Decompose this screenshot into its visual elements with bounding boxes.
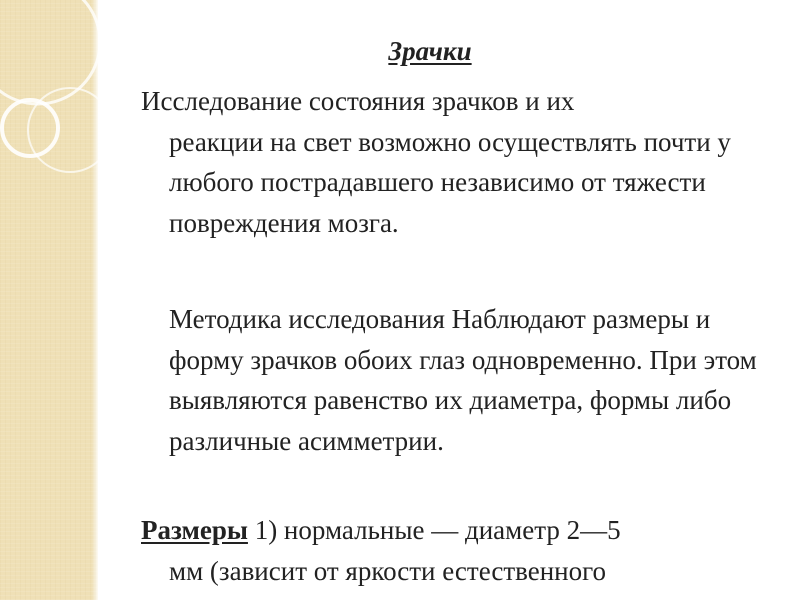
- decorative-side-band: [0, 0, 98, 600]
- paragraph-sizes-first-line: 1) нормальные — диаметр 2—5: [247, 515, 621, 545]
- decorative-rings: [0, 0, 98, 600]
- ring-medium: [2, 100, 58, 156]
- paragraph-intro-continuation: реакции на свет возможно осуществлять почти у любого пострадавшего независимо от тяжести повреждения мозга.: [169, 126, 731, 238]
- slide-title: Зрачки: [388, 36, 472, 66]
- paragraph-sizes-lead: Размеры: [141, 515, 248, 545]
- paragraph-intro-first-line: Исследование состояния зрачков и их: [141, 86, 575, 116]
- paragraph-method: [141, 299, 780, 461]
- paragraph-sizes-continuation: мм (зависит от яркости естественного: [169, 555, 607, 586]
- band-edge-highlight: [92, 0, 98, 600]
- paragraph-intro: [141, 81, 780, 243]
- paragraph-method-text: Методика исследования Наблюдают размеры и форму зрачков обоих глаз одновременно. При этом выявляются равенство их диаметра, формы либо различные асимметрии.: [169, 304, 757, 456]
- paragraph-sizes: [141, 510, 780, 591]
